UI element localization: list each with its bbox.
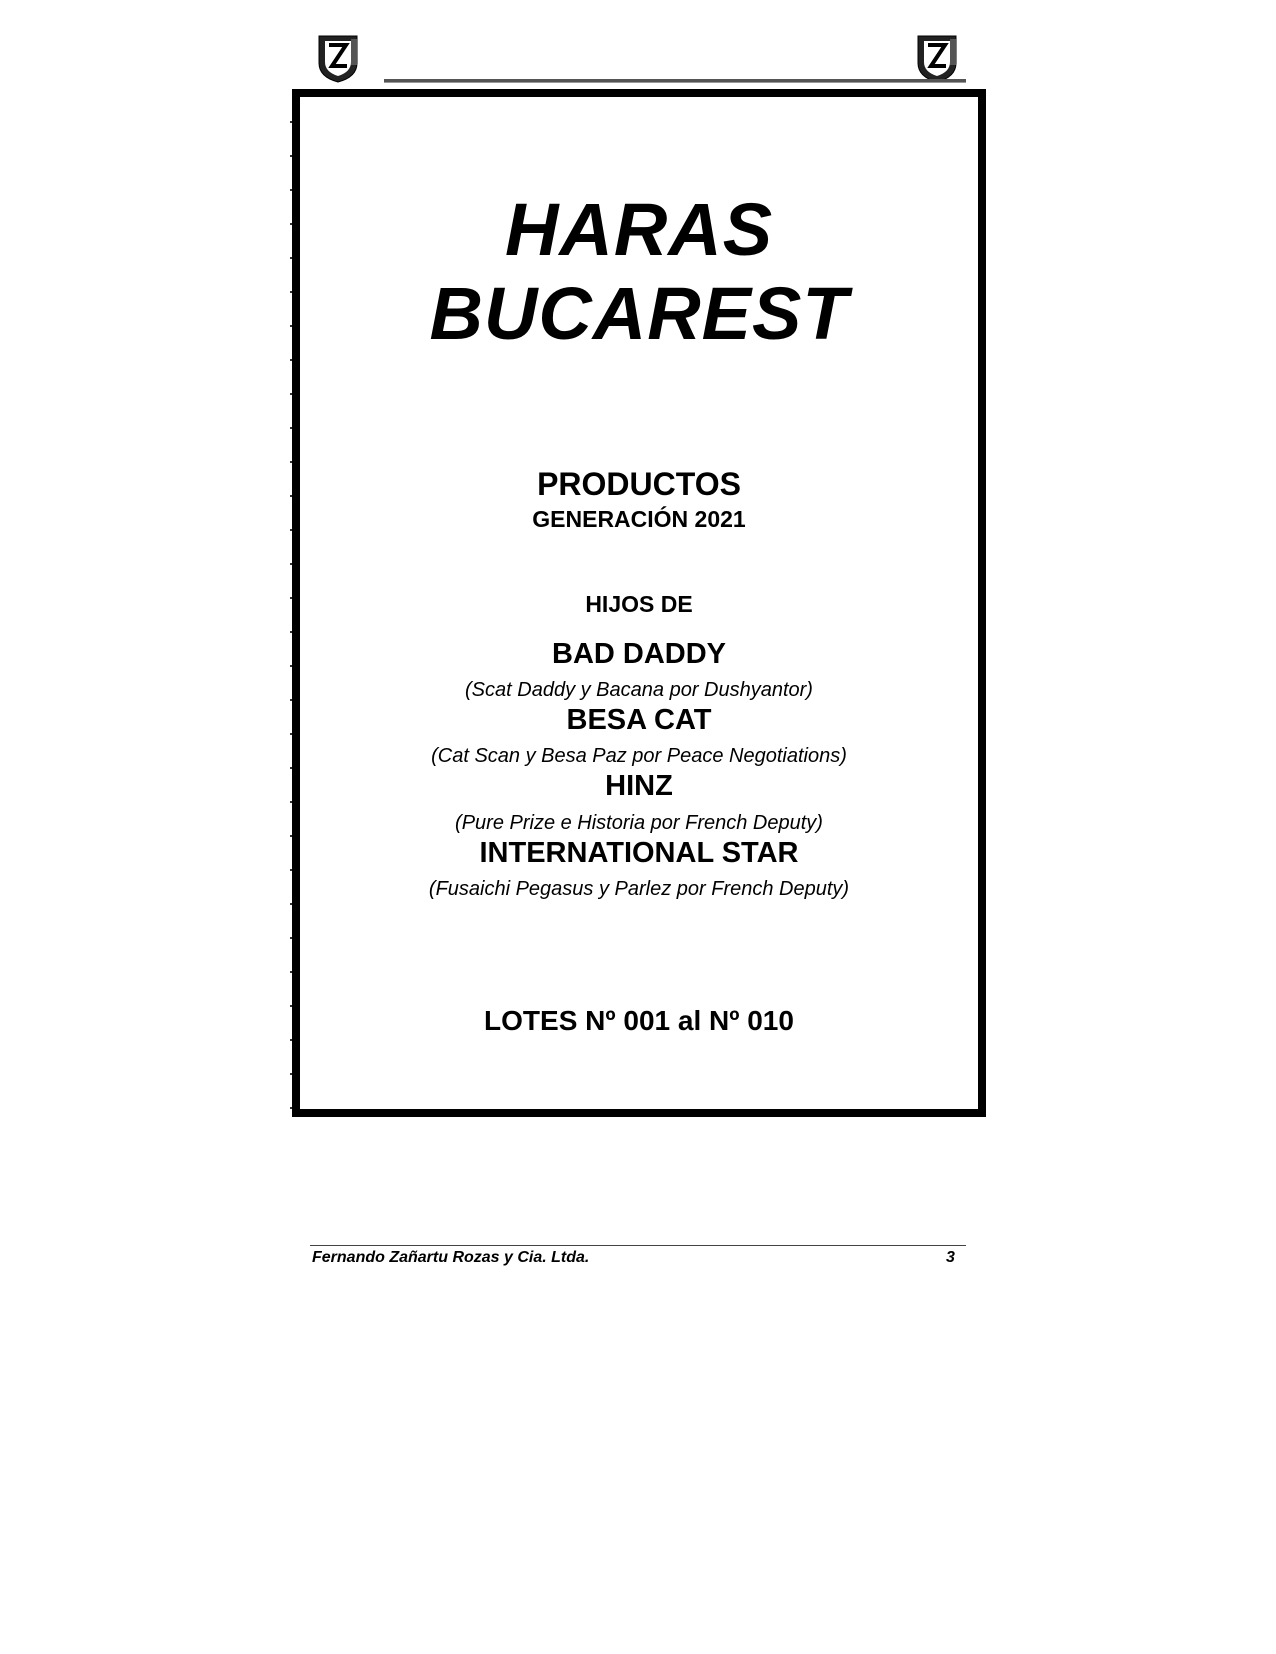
productos-heading: PRODUCTOS <box>537 466 741 502</box>
title-line-1: HARAS <box>504 188 774 271</box>
sire-pedigree: (Pure Prize e Historia por French Deputy) <box>455 812 823 834</box>
sire-name: INTERNATIONAL STAR <box>479 837 799 869</box>
sire-pedigree: (Fusaichi Pegasus y Parlez por French Deputy) <box>428 878 850 900</box>
page-number: 3 <box>946 1249 955 1266</box>
footer-company: Fernando Zañartu Rozas y Cia. Ltda. <box>312 1249 590 1266</box>
company-logo-left-icon <box>315 33 361 83</box>
sire-pedigree: (Scat Daddy y Bacana por Dushyantor) <box>465 679 813 701</box>
footer-rule <box>310 1245 966 1246</box>
sire-pedigree: (Cat Scan y Besa Paz por Peace Negotiations) <box>431 745 847 767</box>
company-logo-right-icon <box>914 33 960 83</box>
sire-name: HINZ <box>605 770 673 802</box>
lotes-range: LOTES Nº 001 al Nº 010 <box>484 1005 794 1036</box>
title-line-2: BUCAREST <box>429 272 849 355</box>
generacion-heading: GENERACIÓN 2021 <box>532 506 746 532</box>
sire-name: BESA CAT <box>566 704 712 736</box>
hijos-de-heading: HIJOS DE <box>585 591 693 617</box>
sire-name: BAD DADDY <box>552 638 726 670</box>
header-rule <box>384 79 966 83</box>
